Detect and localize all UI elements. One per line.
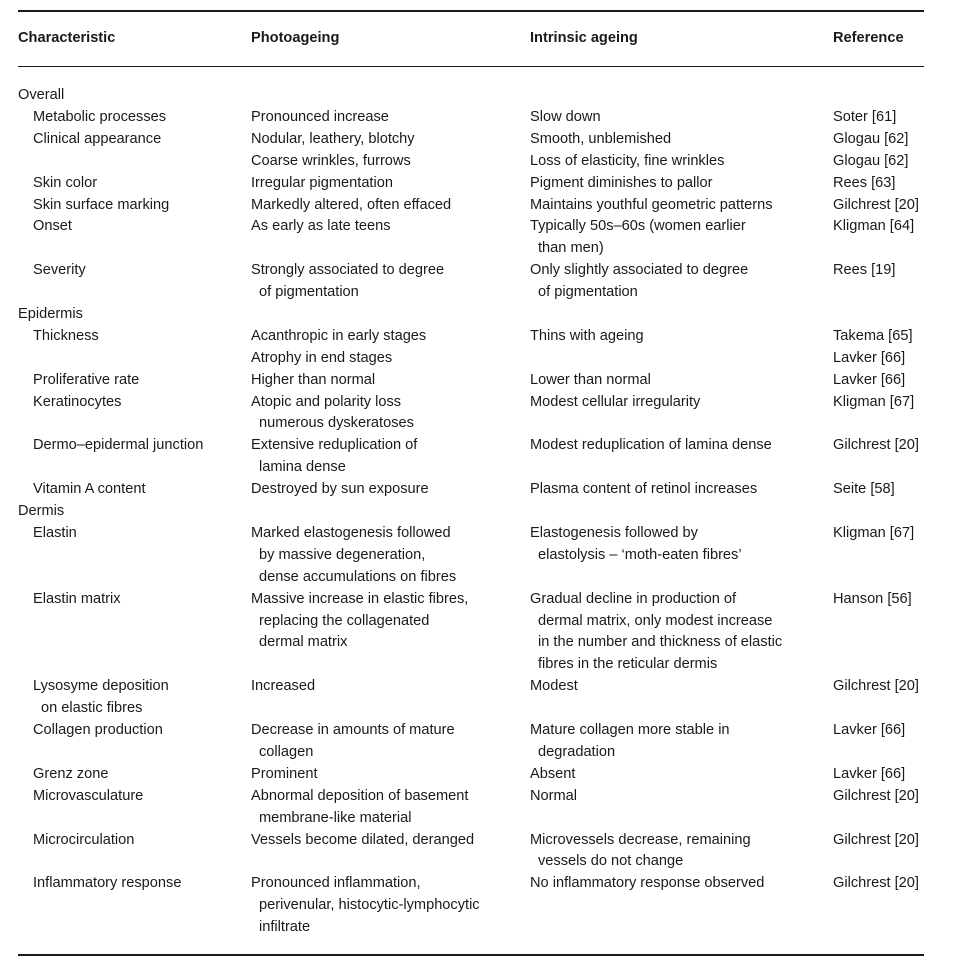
cell-text: Markedly altered, often effaced	[251, 196, 452, 213]
cell-text: Skin surface marking	[33, 196, 170, 213]
cell-photoageing	[251, 326, 426, 370]
cell-photoageing	[251, 589, 468, 655]
cell-intrinsic-ageing	[530, 326, 644, 348]
cell-characteristic	[33, 216, 72, 238]
cell-text: Glogau [62]	[833, 152, 909, 169]
cell-text: Lower than normal	[530, 371, 651, 388]
cell-text: Epidermis	[18, 306, 83, 322]
cell-characteristic	[33, 523, 77, 545]
cell-text: Gradual decline in production of	[530, 590, 737, 607]
cell-text: Dermis	[18, 503, 65, 520]
cell-text: Lavker [66]	[833, 722, 906, 739]
cell-text: Loss of elasticity, fine wrinkles	[530, 152, 725, 169]
cell-text: Thins with ageing	[530, 327, 644, 344]
cell-photoageing	[251, 129, 415, 173]
cell-reference	[833, 720, 905, 742]
cell-text: collagen	[259, 743, 314, 760]
cell-text: on elastic fibres	[41, 700, 143, 717]
cell-reference	[833, 523, 914, 545]
cell-intrinsic-ageing	[530, 830, 751, 874]
cell-text: Elastin	[33, 525, 77, 541]
cell-text: elastolysis – ‘moth-eaten fibres’	[538, 546, 742, 563]
cell-characteristic	[33, 107, 166, 129]
cell-text: Gilchrest [20]	[833, 831, 919, 848]
cell-characteristic	[33, 260, 86, 282]
cell-photoageing	[251, 107, 389, 129]
cell-text: Microvessels decrease, remaining	[530, 831, 751, 848]
cell-text: Keratinocytes	[33, 393, 122, 410]
cell-text: Pronounced increase	[251, 108, 389, 125]
header-photoageing: Photoageing	[251, 30, 340, 46]
cell-reference	[833, 370, 905, 392]
cell-text: Modest cellular irregularity	[530, 393, 701, 410]
header-reference: Reference	[833, 30, 904, 46]
cell-photoageing	[251, 435, 417, 479]
cell-reference	[833, 129, 908, 173]
cell-reference	[833, 195, 919, 217]
cell-text: Collagen production	[33, 722, 163, 739]
cell-text: Slow down	[530, 108, 601, 125]
cell-photoageing	[251, 260, 444, 304]
cell-text: Pronounced inflammation,	[251, 875, 421, 892]
cell-characteristic	[33, 195, 169, 217]
cell-intrinsic-ageing	[530, 370, 651, 392]
cell-text: Modest reduplication of lamina dense	[530, 437, 772, 454]
cell-photoageing	[251, 873, 480, 939]
cell-characteristic	[33, 392, 121, 414]
cell-text: Gilchrest [20]	[833, 196, 919, 213]
cell-text: Grenz zone	[33, 765, 109, 782]
cell-text: Only slightly associated to degree	[530, 262, 749, 279]
cell-intrinsic-ageing	[530, 479, 757, 501]
cell-photoageing	[251, 830, 474, 852]
cell-text: dense accumulations on fibres	[259, 568, 457, 585]
cell-text: Pigment diminishes to pallor	[530, 174, 713, 191]
cell-photoageing	[251, 173, 393, 195]
cell-characteristic	[33, 873, 181, 895]
cell-text: Gilchrest [20]	[833, 437, 919, 454]
cell-text: Microcirculation	[33, 831, 135, 848]
cell-photoageing	[251, 523, 456, 589]
cell-text: Lavker [66]	[833, 349, 906, 366]
cell-text: by massive degeneration,	[259, 546, 426, 563]
cell-reference	[833, 173, 895, 195]
cell-reference	[833, 676, 919, 698]
cell-reference	[833, 479, 895, 501]
cell-text: Kligman [64]	[833, 218, 915, 235]
cell-text: vessels do not change	[538, 853, 684, 870]
cell-photoageing	[251, 370, 375, 392]
cell-text: Increased	[251, 678, 316, 695]
cell-photoageing	[251, 195, 451, 217]
header-intrinsic-ageing: Intrinsic ageing	[530, 30, 638, 46]
cell-text: Lysosyme deposition	[33, 678, 169, 695]
cell-text: Extensive reduplication of	[251, 437, 418, 454]
cell-text: No inflammatory response observed	[530, 875, 765, 892]
cell-text: Decrease in amounts of mature	[251, 722, 455, 739]
cell-characteristic	[33, 479, 146, 501]
cell-text: Microvasculature	[33, 787, 144, 804]
cell-photoageing	[251, 392, 414, 436]
cell-reference	[833, 326, 913, 370]
cell-text: Dermo–epidermal junction	[33, 437, 204, 454]
cell-text: Soter [61]	[833, 108, 897, 125]
cell-characteristic	[33, 370, 139, 392]
header-rule	[18, 66, 924, 67]
cell-text: Severity	[33, 262, 86, 279]
cell-text: Vessels become dilated, deranged	[251, 831, 475, 848]
cell-intrinsic-ageing	[530, 129, 724, 173]
cell-characteristic	[18, 85, 64, 107]
cell-reference	[833, 786, 919, 808]
cell-photoageing	[251, 216, 391, 238]
cell-intrinsic-ageing	[530, 786, 577, 808]
cell-text: Gilchrest [20]	[833, 787, 919, 804]
cell-text: Smooth, unblemished	[530, 130, 672, 147]
cell-intrinsic-ageing	[530, 260, 748, 304]
cell-characteristic	[33, 764, 108, 786]
cell-text: Seite [58]	[833, 481, 895, 498]
cell-text: in the number and thickness of elastic	[538, 634, 783, 651]
cell-text: infiltrate	[259, 919, 311, 936]
cell-text: Maintains youthful geometric patterns	[530, 196, 773, 213]
cell-text: Glogau [62]	[833, 130, 909, 147]
cell-intrinsic-ageing	[530, 720, 730, 764]
cell-text: Prominent	[251, 765, 318, 782]
cell-text: Kligman [67]	[833, 525, 915, 541]
cell-text: As early as late teens	[251, 218, 391, 235]
cell-text: Irregular pigmentation	[251, 174, 393, 191]
cell-text: Overall	[18, 87, 65, 103]
cell-characteristic	[33, 589, 121, 611]
cell-intrinsic-ageing	[530, 523, 742, 567]
cell-text: than men)	[538, 240, 604, 257]
cell-intrinsic-ageing	[530, 764, 575, 786]
cell-text: Nodular, leathery, blotchy	[251, 130, 415, 147]
cell-text: Coarse wrinkles, furrows	[251, 152, 411, 169]
cell-text: Gilchrest [20]	[833, 678, 919, 695]
cell-intrinsic-ageing	[530, 107, 601, 129]
cell-photoageing	[251, 786, 468, 830]
cell-text: fibres in the reticular dermis	[538, 656, 718, 673]
cell-intrinsic-ageing	[530, 392, 700, 414]
cell-reference	[833, 589, 912, 611]
cell-reference	[833, 260, 895, 282]
cell-text: Elastogenesis followed by	[530, 525, 698, 541]
cell-text: of pigmentation	[538, 284, 638, 301]
cell-characteristic	[18, 304, 83, 326]
cell-characteristic	[33, 720, 163, 742]
cell-text: Higher than normal	[251, 371, 376, 388]
cell-text: Gilchrest [20]	[833, 875, 919, 892]
cell-text: Typically 50s–60s (women earlier	[530, 218, 746, 235]
cell-text: Absent	[530, 765, 576, 782]
bottom-rule	[18, 954, 924, 956]
cell-text: Acanthropic in early stages	[251, 327, 427, 344]
cell-reference	[833, 216, 914, 238]
cell-text: numerous dyskeratoses	[259, 415, 414, 432]
cell-intrinsic-ageing	[530, 435, 772, 457]
cell-text: dermal matrix	[259, 634, 348, 651]
cell-text: replacing the collagenated	[259, 612, 430, 629]
cell-text: Skin color	[33, 174, 98, 191]
cell-text: Thickness	[33, 327, 99, 344]
cell-text: dermal matrix, only modest increase	[538, 612, 773, 629]
cell-intrinsic-ageing	[530, 216, 746, 260]
cell-text: Onset	[33, 218, 72, 235]
cell-text: Strongly associated to degree	[251, 262, 445, 279]
cell-text: Takema [65]	[833, 327, 913, 344]
cell-text: Normal	[530, 787, 578, 804]
cell-characteristic	[33, 786, 143, 808]
cell-text: Metabolic processes	[33, 108, 167, 125]
cell-text: Mature collagen more stable in	[530, 722, 730, 739]
cell-text: Abnormal deposition of basement	[251, 787, 469, 804]
cell-text: Proliferative rate	[33, 371, 140, 388]
cell-text: perivenular, histocytic-lymphocytic	[259, 897, 480, 914]
cell-text: Elastin matrix	[33, 590, 121, 607]
cell-characteristic	[33, 676, 169, 720]
cell-text: Massive increase in elastic fibres,	[251, 590, 469, 607]
cell-text: degradation	[538, 743, 616, 760]
cell-text: Hanson [56]	[833, 590, 912, 607]
cell-intrinsic-ageing	[530, 873, 764, 895]
cell-reference	[833, 764, 905, 786]
cell-text: Clinical appearance	[33, 130, 162, 147]
cell-characteristic	[33, 129, 161, 151]
cell-photoageing	[251, 764, 318, 786]
cell-text: lamina dense	[259, 459, 346, 476]
cell-text: Atopic and polarity loss	[251, 393, 402, 410]
cell-photoageing	[251, 676, 315, 698]
cell-reference	[833, 873, 919, 895]
cell-text: Atrophy in end stages	[251, 349, 393, 366]
cell-photoageing	[251, 720, 455, 764]
cell-characteristic	[33, 830, 134, 852]
cell-reference	[833, 107, 896, 129]
top-rule	[18, 10, 924, 12]
cell-reference	[833, 392, 914, 414]
cell-characteristic	[33, 435, 203, 457]
cell-text: Inflammatory response	[33, 875, 182, 892]
cell-intrinsic-ageing	[530, 195, 773, 217]
cell-characteristic	[33, 326, 99, 348]
cell-text: Destroyed by sun exposure	[251, 481, 429, 498]
cell-text: Vitamin A content	[33, 481, 146, 498]
cell-reference	[833, 435, 919, 457]
cell-text: Kligman [67]	[833, 393, 915, 410]
cell-text: Rees [63]	[833, 174, 896, 191]
header-characteristic: Characteristic	[18, 30, 116, 46]
cell-intrinsic-ageing	[530, 589, 782, 677]
cell-photoageing	[251, 479, 429, 501]
cell-text: of pigmentation	[259, 284, 359, 301]
cell-text: membrane-like material	[259, 809, 412, 826]
cell-characteristic	[18, 501, 64, 523]
cell-reference	[833, 830, 919, 852]
cell-text: Lavker [66]	[833, 371, 906, 388]
cell-text: Modest	[530, 678, 578, 695]
cell-text: Rees [19]	[833, 262, 896, 279]
cell-intrinsic-ageing	[530, 676, 578, 698]
cell-text: Lavker [66]	[833, 765, 906, 782]
cell-text: Plasma content of retinol increases	[530, 481, 758, 498]
cell-characteristic	[33, 173, 97, 195]
cell-text: Marked elastogenesis followed	[251, 525, 451, 541]
cell-intrinsic-ageing	[530, 173, 713, 195]
